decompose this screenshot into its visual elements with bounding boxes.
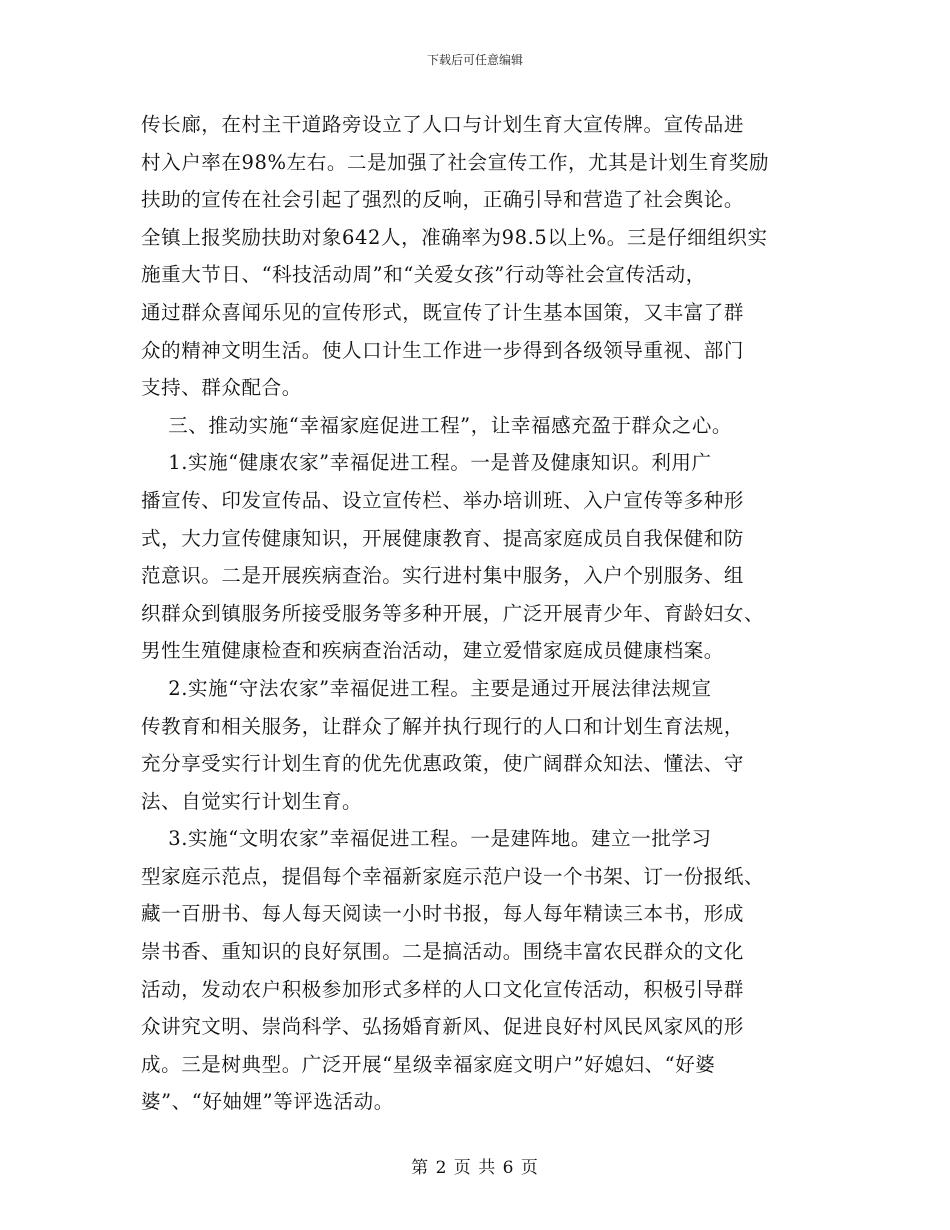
text-line: 传长廊，在村主干道路旁设立了人口与计划生育大宣传牌。宣传品进: [141, 113, 745, 136]
text-line: 织群众到镇服务所接受服务等多种开展，广泛开展青少年、育龄妇女、: [141, 601, 765, 625]
text-line: 全镇上报奖励扶助对象642人，准确率为98.5以上%。三是仔细组织实: [141, 225, 768, 249]
text-line: 2.实施“守法农家”幸福促进工程。主要是通过开展法律法规宣: [141, 676, 712, 700]
page-number: 第 2 页 共 6 页: [411, 1158, 539, 1178]
text-line: 通过群众喜闻乐见的宣传形式，既宣传了计生基本国策，又丰富了群: [141, 300, 745, 324]
text-line: 众讲究文明、崇尚科学、弘扬婚育新风、促进良好村风民风家风的形: [141, 1015, 745, 1039]
text-line: 扶助的宣传在社会引起了强烈的反响，正确引导和营造了社会舆论。: [141, 188, 745, 212]
section-heading: 三、推动实施“幸福家庭促进工程”，让幸福感充盈于群众之心。: [141, 413, 733, 437]
text-line: 支持、群众配合。: [141, 376, 302, 400]
text-line: 村入户率在98%左右。二是加强了社会宣传工作，尤其是计划生育奖励: [141, 150, 770, 174]
text-line: 成。三是树典型。广泛开展“星级幸福家庭文明户”好媳妇、“好婆: [141, 1052, 716, 1076]
text-line: 法、自觉实行计划生育。: [141, 789, 363, 813]
document-body: [141, 106, 821, 1121]
text-line: 3.实施“文明农家”幸福促进工程。一是建阵地。建立一批学习: [141, 827, 712, 851]
text-line: 播宣传、印发宣传品、设立宣传栏、举办培训班、入户宣传等多种形: [141, 488, 745, 512]
text-line: 施重大节日、“科技活动周”和“关爱女孩”行动等社会宣传活动，: [141, 263, 706, 287]
text-line: 式，大力宣传健康知识，开展健康教育、提高家庭成员自我保健和防: [141, 526, 745, 550]
text-line: 充分享受实行计划生育的优先优惠政策，使广阔群众知法、懂法、守: [141, 752, 745, 776]
text-line: 男性生殖健康检查和疾病查治活动，建立爱惜家庭成员健康档案。: [141, 639, 724, 663]
text-line: 崇书香、重知识的良好氛围。二是搞活动。围绕丰富农民群众的文化: [141, 940, 745, 964]
text-line: 婆”、“好妯娌”等评选活动。: [141, 1090, 394, 1114]
page-header-note: 下载后可任意编辑: [426, 53, 523, 67]
text-line: 藏一百册书、每人每天阅读一小时书报，每人每年精读三本书，形成: [141, 902, 745, 926]
text-line: 范意识。二是开展疾病查治。实行进村集中服务，入户个别服务、组: [141, 564, 745, 588]
text-line: 1.实施“健康农家”幸福促进工程。一是普及健康知识。利用广: [141, 451, 712, 475]
text-line: 活动，发动农户积极参加形式多样的人口文化宣传活动，积极引导群: [141, 977, 745, 1001]
text-line: 型家庭示范点，提倡每个幸福新家庭示范户设一个书架、订一份报纸、: [141, 864, 765, 888]
text-line: 众的精神文明生活。使人口计生工作进一步得到各级领导重视、部门: [141, 338, 745, 362]
text-line: 传教育和相关服务，让群众了解并执行现行的人口和计划生育法规，: [141, 714, 745, 738]
